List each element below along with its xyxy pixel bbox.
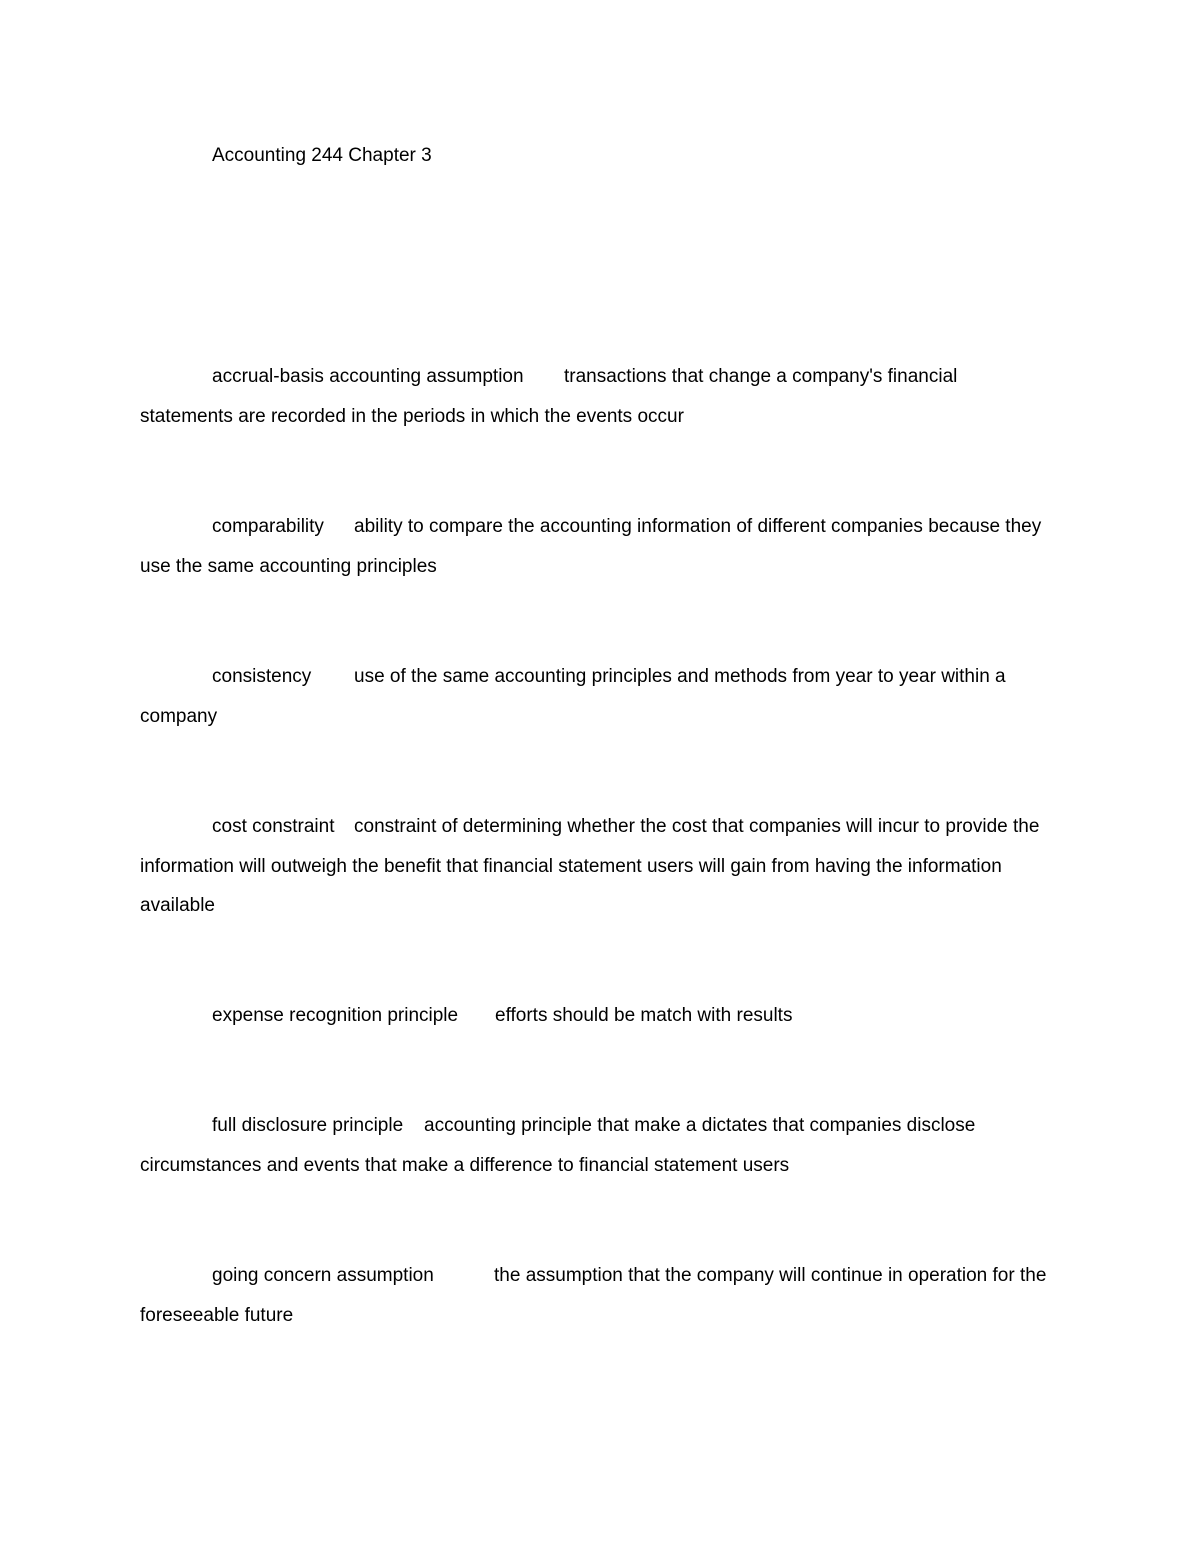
glossary-term: consistency	[212, 666, 312, 687]
glossary-entry	[140, 1106, 1055, 1185]
glossary-entry	[140, 357, 1055, 436]
glossary-entry	[140, 507, 1055, 586]
glossary-term: accrual-basis accounting assumption	[212, 366, 524, 387]
glossary-definition: accounting principle that make a dictates that companies disclose circumstances and events that make a difference to financial statement users	[140, 1115, 976, 1176]
glossary-entry	[140, 807, 1055, 926]
glossary-entry	[140, 657, 1055, 736]
glossary-definition: ability to compare the accounting information of different companies because they use the same accounting principles	[140, 516, 1042, 577]
glossary-term: cost constraint	[212, 816, 335, 837]
glossary-definition: the assumption that the company will continue in operation for the foreseeable future	[140, 1265, 1047, 1326]
document-title: Accounting 244 Chapter 3	[212, 145, 432, 166]
glossary-definition: transactions that change a company's financial statements are recorded in the periods in which the events occur	[140, 366, 958, 427]
glossary-definition: constraint of determining whether the cost that companies will incur to provide the information will outweigh the benefit that financial statement users will gain from having the information available	[140, 816, 1040, 916]
glossary-term: full disclosure principle	[212, 1115, 404, 1136]
glossary-term: comparability	[212, 516, 324, 537]
glossary-term: expense recognition principle	[212, 1005, 459, 1026]
glossary-definition: use of the same accounting principles and methods from year to year within a company	[140, 666, 1006, 727]
glossary-term: going concern assumption	[212, 1265, 434, 1286]
glossary-definition: efforts should be match with results	[495, 1005, 793, 1026]
glossary-entry	[140, 996, 1055, 1036]
glossary-entry	[140, 1256, 1055, 1335]
